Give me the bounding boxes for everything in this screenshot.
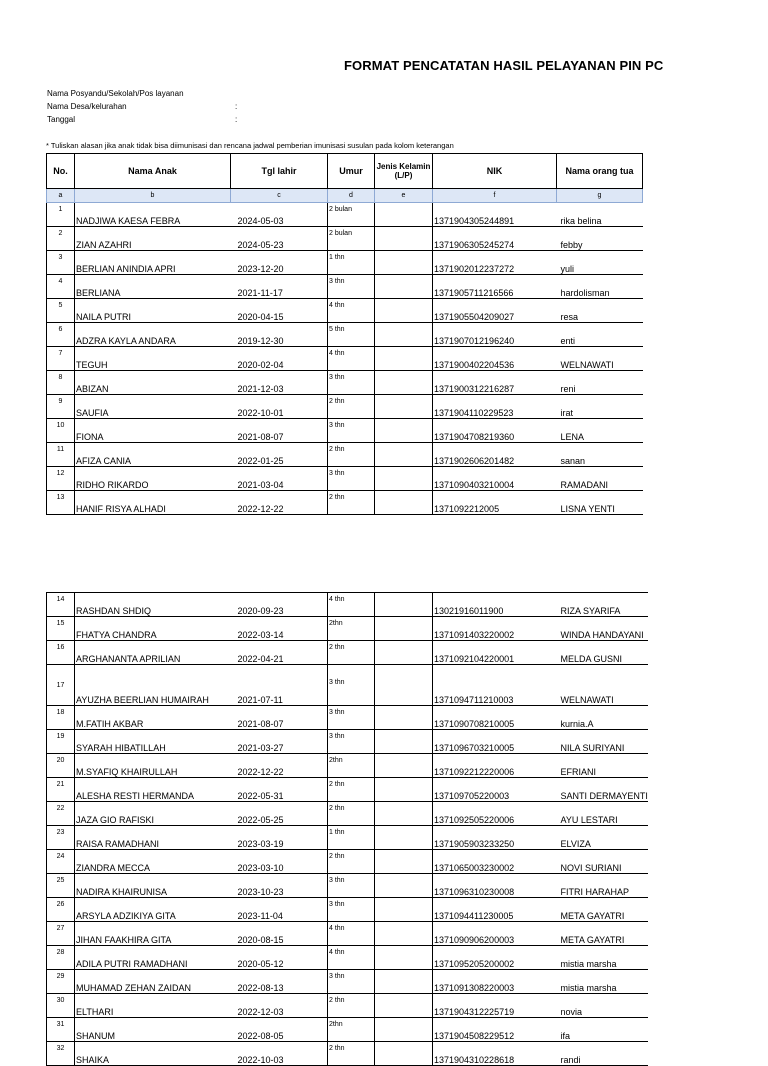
table-row (47, 443, 643, 467)
row-number-cell: 19 (47, 730, 75, 754)
child-name-cell: JIHAN FAAKHIRA GITA (75, 922, 231, 946)
parent-name-cell: AYU LESTARI (557, 802, 648, 826)
child-name-cell: AYUZHA BEERLIAN HUMAIRAH (75, 665, 231, 706)
row-number-cell: 23 (47, 826, 75, 850)
nik-cell: 1371094711210003 (433, 665, 557, 706)
birth-date-cell: 2020-02-04 (231, 347, 328, 371)
table-row (47, 826, 648, 850)
age-cell: 2 thn (328, 443, 375, 467)
age-cell: 2 thn (328, 994, 375, 1018)
row-number-cell: 4 (47, 275, 75, 299)
birth-date-cell: 2021-07-11 (231, 665, 328, 706)
age-cell: 1 thn (328, 251, 375, 275)
birth-date-cell: 2022-10-03 (231, 1042, 328, 1066)
parent-name-cell: NOVI SURIANI (557, 850, 648, 874)
table-row (47, 994, 648, 1018)
row-number-cell: 21 (47, 778, 75, 802)
table-row (47, 874, 648, 898)
gender-cell (375, 850, 433, 874)
table-row (47, 419, 643, 443)
table-row (47, 203, 643, 227)
meta-label: Nama Desa/kelurahan (47, 102, 127, 111)
parent-name-cell: novia (557, 994, 648, 1018)
table-row (47, 970, 648, 994)
age-cell: 3 thn (328, 874, 375, 898)
parent-name-cell: yuli (557, 251, 643, 275)
table-row (47, 665, 648, 706)
row-number-cell: 6 (47, 323, 75, 347)
birth-date-cell: 2022-08-13 (231, 970, 328, 994)
table-row (47, 946, 648, 970)
age-cell: 2 thn (328, 491, 375, 515)
parent-name-cell: WELNAWATI (557, 347, 643, 371)
birth-date-cell: 2021-08-07 (231, 419, 328, 443)
age-cell: 2 thn (328, 641, 375, 665)
header-no: No. (47, 154, 75, 189)
table-body-page-1 (47, 203, 643, 515)
age-cell: 2 bulan (328, 203, 375, 227)
gender-cell (375, 898, 433, 922)
table-body-page-2 (47, 593, 648, 1066)
header-jenis-kelamin (375, 154, 433, 189)
child-name-cell: ZIAN AZAHRI (75, 227, 231, 251)
row-number-cell: 18 (47, 706, 75, 730)
nik-cell: 1371092212005 (433, 491, 557, 515)
table-row (47, 275, 643, 299)
parent-name-cell: LENA (557, 419, 643, 443)
child-name-cell: BERLIAN ANINDIA APRI (75, 251, 231, 275)
birth-date-cell: 2021-11-17 (231, 275, 328, 299)
parent-name-cell: SANTI DERMAYENTI (557, 778, 648, 802)
column-letter: g (557, 189, 643, 203)
gender-cell (375, 802, 433, 826)
table-row (47, 617, 648, 641)
age-cell: 2thn (328, 754, 375, 778)
row-number-cell: 5 (47, 299, 75, 323)
birth-date-cell: 2022-12-22 (231, 491, 328, 515)
age-cell: 4 thn (328, 347, 375, 371)
child-name-cell: RIDHO RIKARDO (75, 467, 231, 491)
row-number-cell: 24 (47, 850, 75, 874)
meta-colon: : (235, 102, 238, 111)
child-name-cell: HANIF RISYA ALHADI (75, 491, 231, 515)
child-name-cell: AFIZA CANIA (75, 443, 231, 467)
age-cell: 4 thn (328, 299, 375, 323)
nik-cell: 1371904110229523 (433, 395, 557, 419)
nik-cell: 1371095205200002 (433, 946, 557, 970)
parent-name-cell: mistia marsha (557, 970, 648, 994)
gender-cell (375, 617, 433, 641)
child-name-cell: ARSYLA ADZIKIYA GITA (75, 898, 231, 922)
parent-name-cell: MELDA GUSNI (557, 641, 648, 665)
age-cell: 3 thn (328, 970, 375, 994)
age-cell: 3 thn (328, 898, 375, 922)
nik-cell: 1371092104220001 (433, 641, 557, 665)
column-letter: d (328, 189, 375, 203)
header-nama-orang-tua: Nama orang tua (557, 154, 643, 189)
column-letter: f (433, 189, 557, 203)
row-number-cell: 1 (47, 203, 75, 227)
age-cell: 2 bulan (328, 227, 375, 251)
age-cell: 3 thn (328, 730, 375, 754)
child-name-cell: FIONA (75, 419, 231, 443)
child-name-cell: FHATYA CHANDRA (75, 617, 231, 641)
gender-cell (375, 826, 433, 850)
birth-date-cell: 2022-05-25 (231, 802, 328, 826)
table-row (47, 706, 648, 730)
row-number-cell: 28 (47, 946, 75, 970)
parent-name-cell: febby (557, 227, 643, 251)
nik-cell: 1371094411230005 (433, 898, 557, 922)
table-row (47, 898, 648, 922)
gender-cell (375, 994, 433, 1018)
birth-date-cell: 2020-09-23 (231, 593, 328, 617)
age-cell: 3 thn (328, 371, 375, 395)
birth-date-cell: 2022-05-31 (231, 778, 328, 802)
gender-cell (375, 1018, 433, 1042)
parent-name-cell: WELNAWATI (557, 665, 648, 706)
birth-date-cell: 2021-03-27 (231, 730, 328, 754)
age-cell: 4 thn (328, 593, 375, 617)
parent-name-cell: FITRI HARAHAP (557, 874, 648, 898)
parent-name-cell: randi (557, 1042, 648, 1066)
age-cell: 5 thn (328, 323, 375, 347)
column-letter: a (47, 189, 75, 203)
birth-date-cell: 2022-12-03 (231, 994, 328, 1018)
child-name-cell: SAUFIA (75, 395, 231, 419)
row-number-cell: 3 (47, 251, 75, 275)
parent-name-cell: resa (557, 299, 643, 323)
header-nik: NIK (433, 154, 557, 189)
age-cell: 1 thn (328, 826, 375, 850)
child-name-cell: SYARAH HIBATILLAH (75, 730, 231, 754)
header-nama-anak: Nama Anak (75, 154, 231, 189)
gender-cell (375, 665, 433, 706)
table-row (47, 778, 648, 802)
child-name-cell: ZIANDRA MECCA (75, 850, 231, 874)
table-row (47, 227, 643, 251)
gender-cell (375, 778, 433, 802)
parent-name-cell: LISNA YENTI (557, 491, 643, 515)
header-jenis-kelamin-line1: Jenis Kelamin (376, 162, 431, 171)
row-number-cell: 27 (47, 922, 75, 946)
nik-cell: 1371096703210005 (433, 730, 557, 754)
nik-cell: 1371090906200003 (433, 922, 557, 946)
child-name-cell: SHAIKA (75, 1042, 231, 1066)
nik-cell: 1371065003230002 (433, 850, 557, 874)
gender-cell (375, 203, 433, 227)
birth-date-cell: 2024-05-23 (231, 227, 328, 251)
age-cell: 2 thn (328, 1042, 375, 1066)
parent-name-cell: enti (557, 323, 643, 347)
gender-cell (375, 641, 433, 665)
parent-name-cell: NILA SURIYANI (557, 730, 648, 754)
child-name-cell: ALESHA RESTI HERMANDA (75, 778, 231, 802)
parent-name-cell: META GAYATRI (557, 922, 648, 946)
gender-cell (375, 730, 433, 754)
age-cell: 2thn (328, 617, 375, 641)
parent-name-cell: hardolisman (557, 275, 643, 299)
row-number-cell: 12 (47, 467, 75, 491)
nik-cell: 1371904508229512 (433, 1018, 557, 1042)
table-row (47, 730, 648, 754)
row-number-cell: 16 (47, 641, 75, 665)
age-cell: 3 thn (328, 467, 375, 491)
age-cell: 4 thn (328, 922, 375, 946)
birth-date-cell: 2021-12-03 (231, 371, 328, 395)
birth-date-cell: 2022-10-01 (231, 395, 328, 419)
row-number-cell: 9 (47, 395, 75, 419)
parent-name-cell: sanan (557, 443, 643, 467)
birth-date-cell: 2020-08-15 (231, 922, 328, 946)
column-letter: c (231, 189, 328, 203)
child-name-cell: RAISA RAMADHANI (75, 826, 231, 850)
row-number-cell: 7 (47, 347, 75, 371)
birth-date-cell: 2020-05-12 (231, 946, 328, 970)
nik-cell: 1371906305245274 (433, 227, 557, 251)
table-row (47, 641, 648, 665)
table-row (47, 371, 643, 395)
nik-cell: 1371905903233250 (433, 826, 557, 850)
birth-date-cell: 2021-08-07 (231, 706, 328, 730)
gender-cell (375, 443, 433, 467)
table-row (47, 299, 643, 323)
child-name-cell: ADILA PUTRI RAMADHANI (75, 946, 231, 970)
age-cell: 2 thn (328, 802, 375, 826)
column-letter: b (75, 189, 231, 203)
gender-cell (375, 706, 433, 730)
age-cell: 3 thn (328, 419, 375, 443)
meta-colon: : (235, 115, 238, 124)
row-number-cell: 32 (47, 1042, 75, 1066)
birth-date-cell: 2024-05-03 (231, 203, 328, 227)
birth-date-cell: 2022-12-22 (231, 754, 328, 778)
nik-cell: 1371904708219360 (433, 419, 557, 443)
nik-cell: 1371904312225719 (433, 994, 557, 1018)
gender-cell (375, 467, 433, 491)
footnote: * Tuliskan alasan jika anak tidak bisa diimunisasi dan rencana jadwal pemberian imunisasi susulan pada kolom keterangan (46, 141, 454, 150)
nik-cell: 1371090403210004 (433, 467, 557, 491)
child-name-cell: NADIRA KHAIRUNISA (75, 874, 231, 898)
gender-cell (375, 970, 433, 994)
birth-date-cell: 2022-03-14 (231, 617, 328, 641)
nik-cell: 1371904305244891 (433, 203, 557, 227)
nik-cell: 1371900312216287 (433, 371, 557, 395)
table-row (47, 467, 643, 491)
gender-cell (375, 922, 433, 946)
table-row (47, 922, 648, 946)
table-row (47, 491, 643, 515)
age-cell: 2 thn (328, 850, 375, 874)
parent-name-cell: WINDA HANDAYANI (557, 617, 648, 641)
meta-tanggal (47, 115, 238, 124)
meta-label: Nama Posyandu/Sekolah/Pos layanan (47, 89, 184, 98)
nik-cell: 1371902606201482 (433, 443, 557, 467)
gender-cell (375, 347, 433, 371)
nik-cell: 1371900402204536 (433, 347, 557, 371)
age-cell: 4 thn (328, 946, 375, 970)
child-name-cell: BERLIANA (75, 275, 231, 299)
child-name-cell: TEGUH (75, 347, 231, 371)
nik-cell: 1371096310230008 (433, 874, 557, 898)
meta-posyandu (47, 89, 184, 98)
immunization-table-page-1 (46, 153, 643, 515)
nik-cell: 1371907012196240 (433, 323, 557, 347)
gender-cell (375, 593, 433, 617)
gender-cell (375, 874, 433, 898)
page-title: FORMAT PENCATATAN HASIL PELAYANAN PIN PC (344, 58, 664, 73)
meta-label: Tanggal (47, 115, 76, 124)
birth-date-cell: 2022-04-21 (231, 641, 328, 665)
header-tgl-lahir: Tgl lahir (231, 154, 328, 189)
child-name-cell: ADZRA KAYLA ANDARA (75, 323, 231, 347)
column-letter: e (375, 189, 433, 203)
row-number-cell: 2 (47, 227, 75, 251)
table-row (47, 251, 643, 275)
parent-name-cell: rika belina (557, 203, 643, 227)
nik-cell: 1371902012237272 (433, 251, 557, 275)
child-name-cell: NADJIWA KAESA FEBRA (75, 203, 231, 227)
child-name-cell: ARGHANANTA APRILIAN (75, 641, 231, 665)
table-row (47, 754, 648, 778)
parent-name-cell: META GAYATRI (557, 898, 648, 922)
header-jenis-kelamin-line2: (L/P) (394, 171, 413, 180)
nik-cell: 1371090708210005 (433, 706, 557, 730)
parent-name-cell: irat (557, 395, 643, 419)
gender-cell (375, 371, 433, 395)
nik-cell: 1371904310228618 (433, 1042, 557, 1066)
table-row (47, 395, 643, 419)
child-name-cell: M.SYAFIQ KHAIRULLAH (75, 754, 231, 778)
birth-date-cell: 2022-01-25 (231, 443, 328, 467)
table-row (47, 802, 648, 826)
row-number-cell: 20 (47, 754, 75, 778)
child-name-cell: NAILA PUTRI (75, 299, 231, 323)
birth-date-cell: 2020-04-15 (231, 299, 328, 323)
parent-name-cell: reni (557, 371, 643, 395)
parent-name-cell: kurnia.A (557, 706, 648, 730)
child-name-cell: MUHAMAD ZEHAN ZAIDAN (75, 970, 231, 994)
immunization-table-page-2 (46, 592, 648, 1066)
gender-cell (375, 491, 433, 515)
nik-cell: 1371092505220006 (433, 802, 557, 826)
table-row (47, 1042, 648, 1066)
nik-cell: 1371905711216566 (433, 275, 557, 299)
parent-name-cell: mistia marsha (557, 946, 648, 970)
row-number-cell: 11 (47, 443, 75, 467)
age-cell: 2 thn (328, 395, 375, 419)
child-name-cell: ELTHARI (75, 994, 231, 1018)
row-number-cell: 29 (47, 970, 75, 994)
age-cell: 3 thn (328, 706, 375, 730)
meta-desa (47, 102, 238, 111)
gender-cell (375, 419, 433, 443)
gender-cell (375, 251, 433, 275)
child-name-cell: ABIZAN (75, 371, 231, 395)
table-row (47, 850, 648, 874)
child-name-cell: RASHDAN SHDIQ (75, 593, 231, 617)
age-cell: 3 thn (328, 275, 375, 299)
table-row (47, 593, 648, 617)
birth-date-cell: 2023-12-20 (231, 251, 328, 275)
parent-name-cell: RIZA SYARIFA (557, 593, 648, 617)
table-row (47, 1018, 648, 1042)
header-umur: Umur (328, 154, 375, 189)
row-number-cell: 31 (47, 1018, 75, 1042)
row-number-cell: 10 (47, 419, 75, 443)
nik-cell: 1371091308220003 (433, 970, 557, 994)
parent-name-cell: ELVIZA (557, 826, 648, 850)
nik-cell: 1371905504209027 (433, 299, 557, 323)
row-number-cell: 25 (47, 874, 75, 898)
birth-date-cell: 2023-03-10 (231, 850, 328, 874)
nik-cell: 13021916011900 (433, 593, 557, 617)
gender-cell (375, 1042, 433, 1066)
row-number-cell: 30 (47, 994, 75, 1018)
parent-name-cell: EFRIANI (557, 754, 648, 778)
row-number-cell: 22 (47, 802, 75, 826)
child-name-cell: JAZA GIO RAFISKI (75, 802, 231, 826)
gender-cell (375, 227, 433, 251)
gender-cell (375, 323, 433, 347)
birth-date-cell: 2023-10-23 (231, 874, 328, 898)
gender-cell (375, 275, 433, 299)
age-cell: 2 thn (328, 778, 375, 802)
birth-date-cell: 2021-03-04 (231, 467, 328, 491)
gender-cell (375, 299, 433, 323)
birth-date-cell: 2023-11-04 (231, 898, 328, 922)
row-number-cell: 13 (47, 491, 75, 515)
row-number-cell: 14 (47, 593, 75, 617)
birth-date-cell: 2019-12-30 (231, 323, 328, 347)
table-row (47, 323, 643, 347)
gender-cell (375, 754, 433, 778)
row-number-cell: 15 (47, 617, 75, 641)
child-name-cell: M.FATIH AKBAR (75, 706, 231, 730)
gender-cell (375, 395, 433, 419)
nik-cell: 1371092212220006 (433, 754, 557, 778)
row-number-cell: 26 (47, 898, 75, 922)
child-name-cell: SHANUM (75, 1018, 231, 1042)
nik-cell: 137109705220003 (433, 778, 557, 802)
age-cell: 3 thn (328, 665, 375, 706)
gender-cell (375, 946, 433, 970)
age-cell: 2thn (328, 1018, 375, 1042)
birth-date-cell: 2022-08-05 (231, 1018, 328, 1042)
parent-name-cell: ifa (557, 1018, 648, 1042)
birth-date-cell: 2023-03-19 (231, 826, 328, 850)
nik-cell: 1371091403220002 (433, 617, 557, 641)
parent-name-cell: RAMADANI (557, 467, 643, 491)
row-number-cell: 8 (47, 371, 75, 395)
row-number-cell: 17 (47, 665, 75, 706)
table-row (47, 347, 643, 371)
